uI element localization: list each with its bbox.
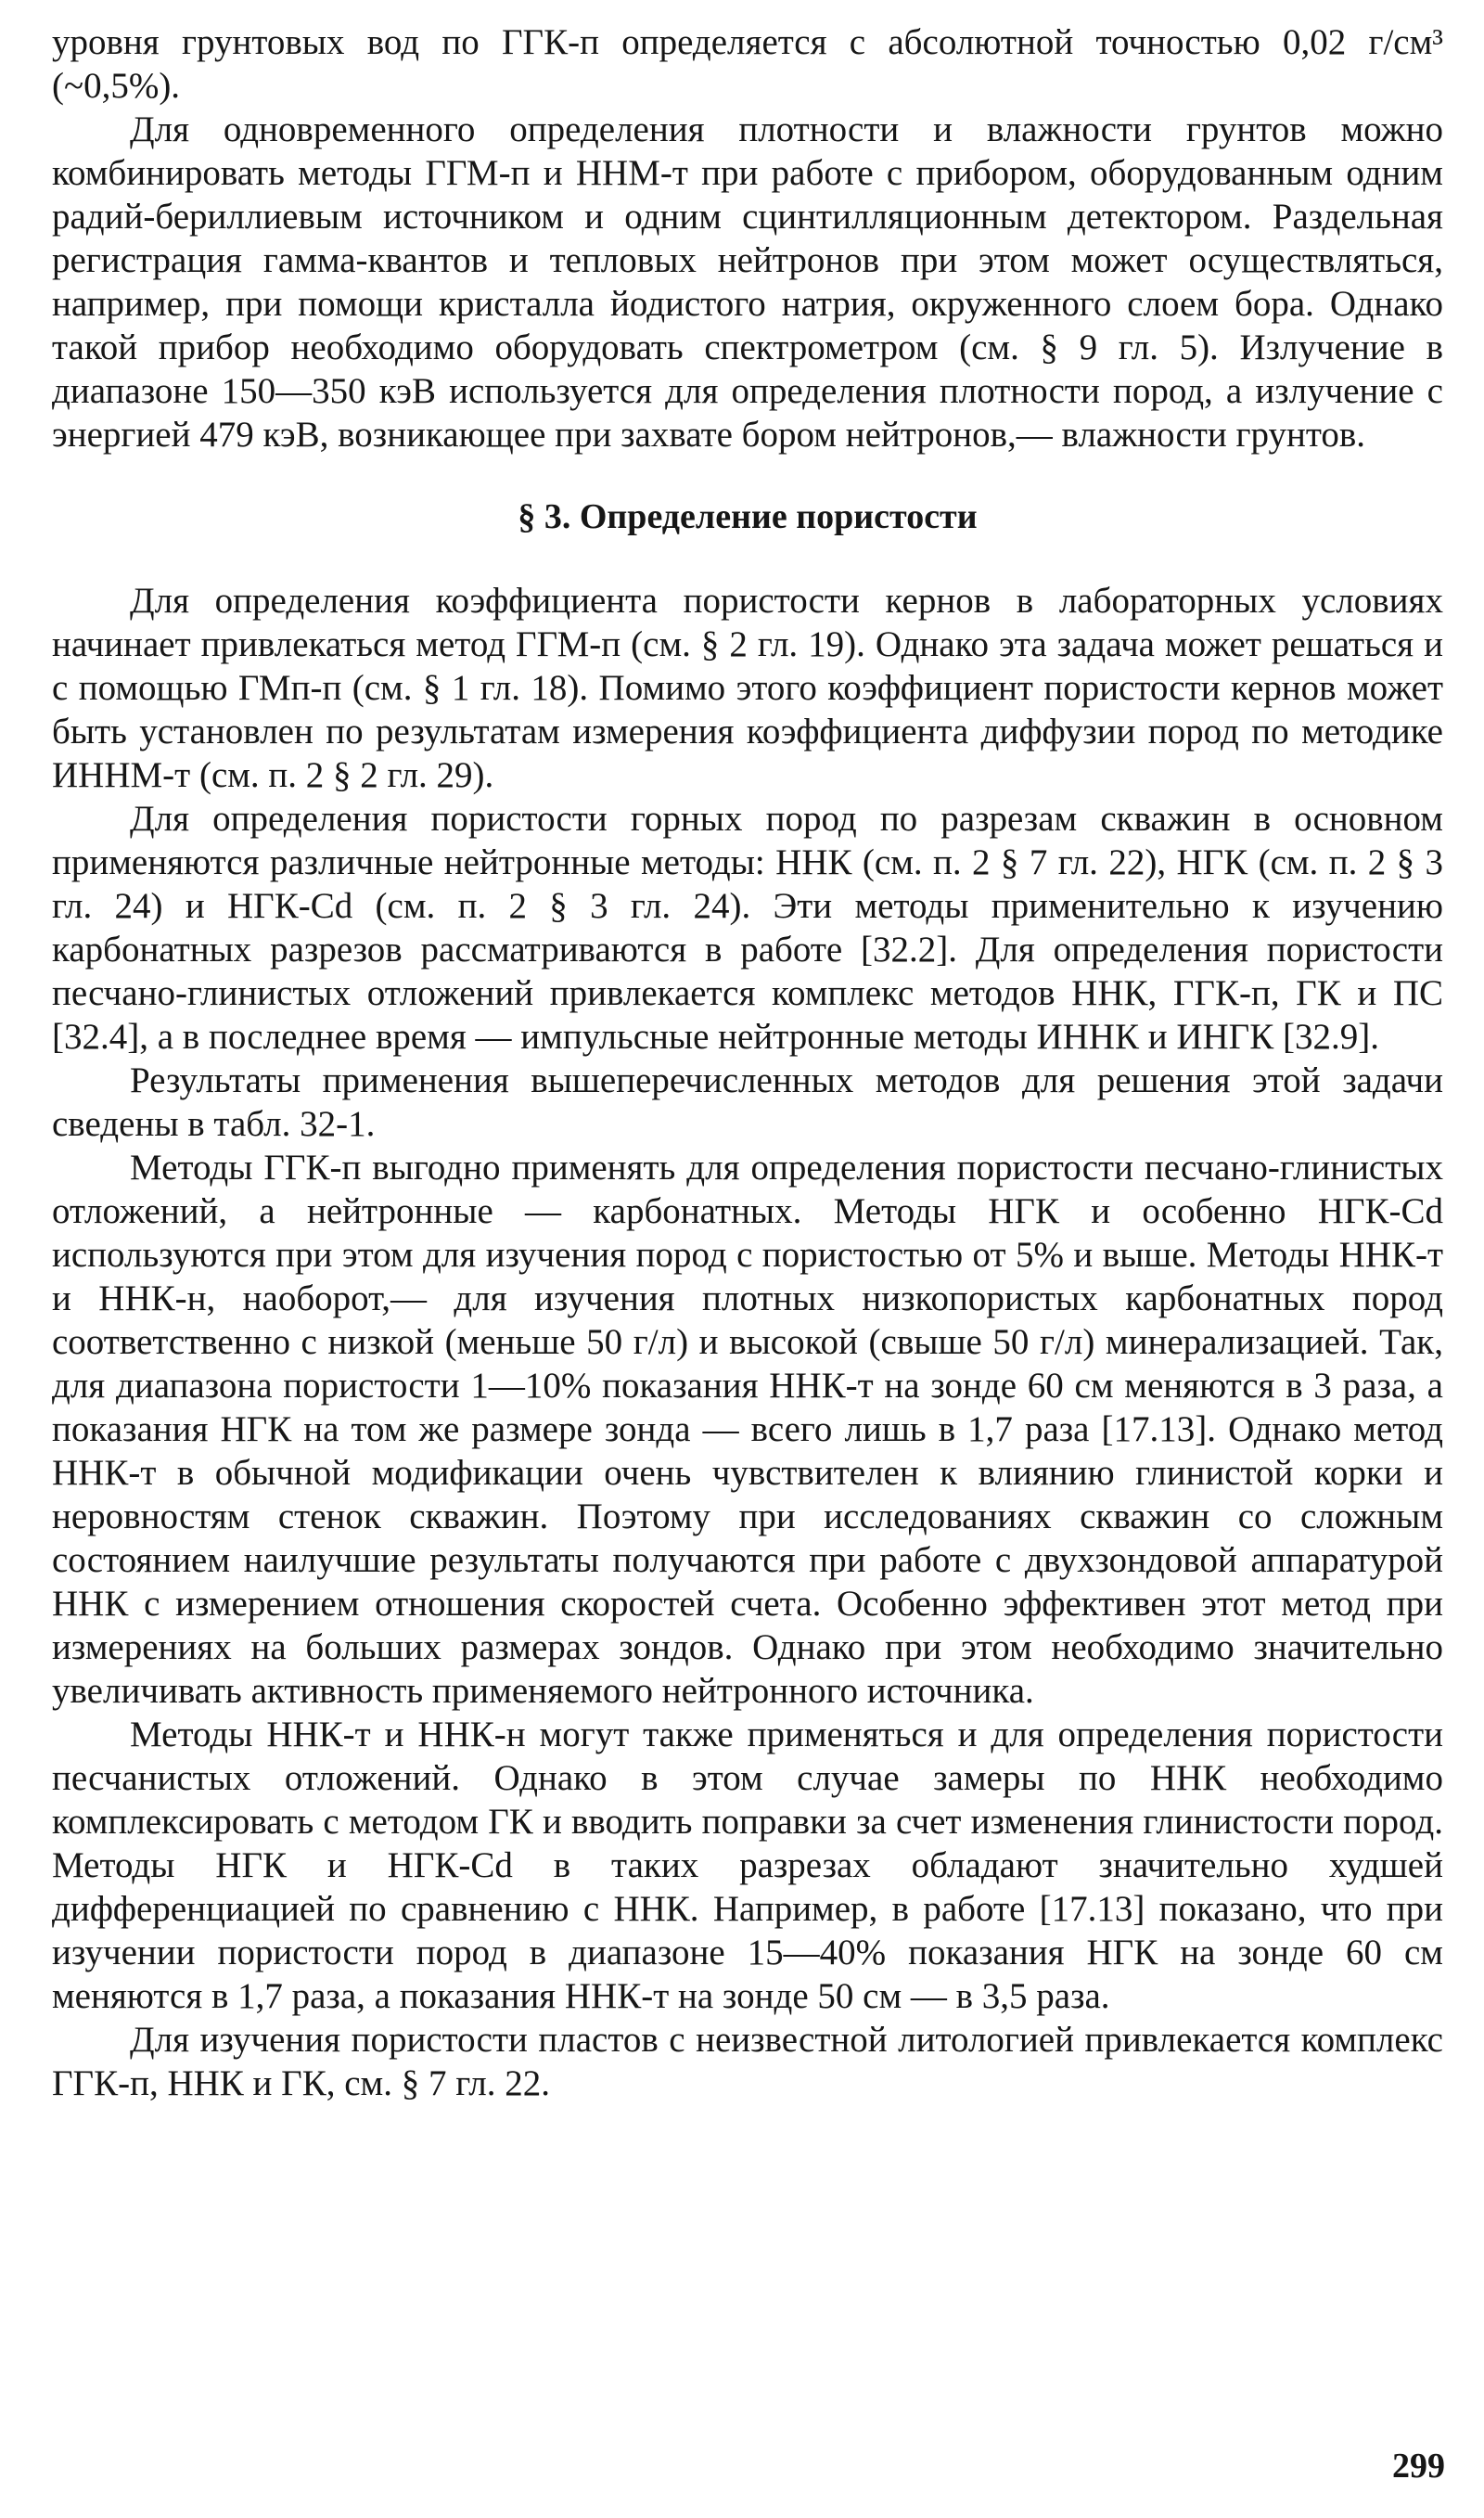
paragraph-unknown-lithology: Для изучения пористости пластов с неизвестной литологией привлекается комплекс ГГК-п, ННК и ГК, см. § 7 гл. 22.: [52, 2020, 1443, 2103]
paragraph-results-table: Результаты применения вышеперечисленных методов для решения этой задачи сведены в табл. 32-1.: [52, 1060, 1443, 1144]
page-body: [52, 20, 1443, 2105]
page-number: 299: [1392, 2447, 1445, 2486]
section-heading: § 3. Определение пористости: [518, 497, 978, 536]
paragraph-density-moisture: Для одновременного определения плотности и влажности грунтов можно комбинировать методы ГГМ-п и ННМ-т при работе с прибором, оборудованным одним радий-бериллиевым источником и одним сцинтилляционным детектором. Раздельная регистрация гамма-квантов и тепловых нейтронов при этом может осуществляться, например, при помощи кристалла йодистого натрия, окруженного слоем бора. Однако такой прибор необходимо оборудовать спектрометром (см. § 9 гл. 5). Излучение в диапазоне 150—350 кэВ используется для определения плотности пород, а излучение с энергией 479 кэВ, возникающее при захвате бором нейтронов,— влажности грунтов.: [52, 109, 1443, 455]
paragraph-nnk-methods: Методы ННК-т и ННК-н могут также применяться и для определения пористости песчанистых отложений. Однако в этом случае замеры по ННК необходимо комплексировать с методом ГК и вводить поправки за счет изменения глинистости пород. Методы НГК и НГК-Cd в таких разрезах обладают значительно худшей дифференциацией по сравнению с ННК. Например, в работе [17.13] показано, что при изучении пористости пород в диапазоне 15—40% показания НГК на зонде 60 см меняются в 1,7 раза, а показания ННК-т на зонде 50 см — в 3,5 раза.: [52, 1715, 1443, 2016]
paragraph-ggk-methods: Методы ГГК-п выгодно применять для определения пористости песчано-глинистых отложений, а нейтронные — карбонатных. Методы НГК и особенно НГК-Cd используются при этом для изучения пород с пористостью от 5% и выше. Методы ННК-т и ННК-н, наоборот,— для изучения плотных низкопористых карбонатных пород соответственно с низкой (меньше 50 г/л) и высокой (свыше 50 г/л) минерализацией. Так, для диапазона пористости 1—10% показания ННК-т на зонде 60 см меняются в 3 раза, а показания НГК на том же размере зонда — всего лишь в 1,7 раза [17.13]. Однако метод ННК-т в обычной модификации очень чувствителен к влиянию глинистой корки и неровностям стенок скважин. Поэтому при исследованиях скважин со сложным состоянием наилучшие результаты получаются при работе с двухзондовой аппаратурой ННК с измерением отношения скоростей счета. Особенно эффективен этот метод при измерениях на больших размерах зондов. Однако при этом необходимо значительно увеличивать активность применяемого нейтронного источника.: [52, 1148, 1443, 1711]
paragraph-porosity-wells: Для определения пористости горных пород по разрезам скважин в основном применяются различные нейтронные методы: ННК (см. п. 2 § 7 гл. 22), НГК (см. п. 2 § 3 гл. 24) и НГК-Cd (см. п. 2 § 3 гл. 24). Эти методы применительно к изучению карбонатных разрезов рассматриваются в работе [32.2]. Для определения пористости песчано-глинистых отложений привлекается комплекс методов ННК, ГГК-п, ГК и ПС [32.4], а в последнее время — импульсные нейтронные методы ИННК и ИНГК [32.9].: [52, 799, 1443, 1057]
paragraph-continued: уровня грунтовых вод по ГГК-п определяется с абсолютной точностью 0,02 г/см³ (~0,5%).: [52, 22, 1443, 106]
paragraph-porosity-lab: Для определения коэффициента пористости кернов в лабораторных условиях начинает привлекаться метод ГГМ-п (см. § 2 гл. 19). Однако эта задача может решаться и с помощью ГМп-п (см. § 1 гл. 18). Помимо этого коэффициент пористости кернов может быть установлен по результатам измерения коэффициента диффузии пород по методике ИННМ-т (см. п. 2 § 2 гл. 29).: [52, 581, 1443, 795]
